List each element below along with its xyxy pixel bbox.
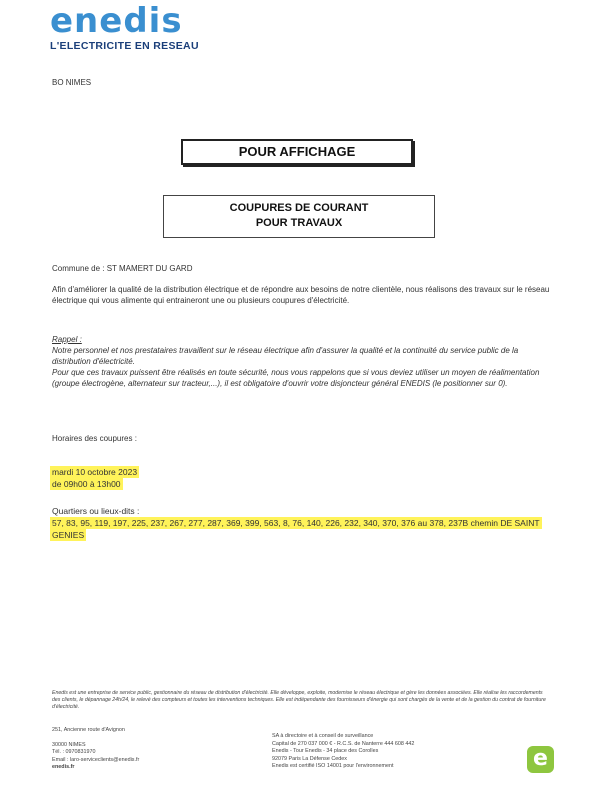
address-street: 251, Ancienne route d'Avignon [52,727,125,733]
company-line-1: SA à directoire et à conseil de surveillance [272,733,374,739]
horaires-heading: Horaires des coupures : [52,434,137,443]
rappel-paragraph-1: Notre personnel et nos prestataires travaillent sur le réseau électrique afin d'assurer la qualité et la continuité du service public de la distribution d'électricité. [52,346,519,366]
office-name: BO NIMES [52,78,92,87]
company-line-5: Enedis est certifié ISO 14001 pour l'environnement [272,763,394,770]
enedis-mini-logo-icon [527,746,554,773]
enedis-logo [50,2,199,52]
notice-subtitle-box [163,195,435,238]
rappel-paragraph-2: Pour que ces travaux puissent être réalisés en toute sécurité, nous vous rappelons que si vous deviez utiliser un moyen de réalimentation (groupe électrogène, alternateur sur tracteur,...), il est obligatoire d'ouvrir votre disjoncteur général ENEDIS (le positionner sur 0). [52,368,540,388]
notice-title: POUR AFFICHAGE [181,139,413,165]
outage-time: de 09h00 à 13h00 [52,479,121,489]
outage-date: mardi 10 octobre 2023 [52,467,138,477]
logo-tagline: L'ELECTRICITE EN RESEAU [50,40,199,52]
legal-notice: Enedis est une entreprise de service public, gestionnaire du réseau de distribution d'électricité. Elle développe, exploite, modernise le réseau électrique et gère les données associées. Elle réalise les raccordements des clients, le dépannage 24h/24, le relevé des compteurs et toutes les interventions techniques. Elle est indépendante des fournisseurs d'énergie qui sont chargés de la vente et de la gestion du contrat de fourniture d'électricité. [52,690,546,711]
quartiers-values: 57, 83, 95, 119, 197, 225, 237, 267, 277, 287, 369, 399, 563, 8, 76, 140, 226, 232, 340, 370, 376 au 378, 237B chemin DE SAINT GENIES [52,518,540,540]
address-city: 30000 NIMES [52,741,86,748]
mini-logo-glyph: e [533,746,548,771]
website-link[interactable]: enedis.fr [52,764,75,771]
logo-wordmark: enedis [50,1,183,41]
company-line-3: Enedis - Tour Enedis - 34 place des Corolles [272,748,379,755]
company-line-2: Capital de 270 037 000 € - R.C.S. de Nanterre 444 608 442 [272,740,415,747]
commune-label: Commune de : ST MAMERT DU GARD [52,264,193,273]
rappel-body [52,345,552,389]
notice-subtitle-line1: COUPURES DE COURANT [229,202,369,214]
contact-email: Email : laro-serviceclients@enedis.fr [52,756,140,763]
intro-paragraph: Afin d'améliorer la qualité de la distribution électrique et de répondre aux besoins de notre clientèle, nous réalisons des travaux sur le réseau électrique qui vous alimente qui entraineront une ou plusieurs coupures d'électricité. [52,285,550,305]
contact-address [52,727,139,772]
company-line-4: 92079 Paris La Défense Cedex [272,755,347,762]
notice-subtitle-line2: POUR TRAVAUX [255,217,343,229]
company-info [272,733,414,771]
outage-schedule [50,466,139,490]
quartiers-heading: Quartiers ou lieux-dits : [52,506,140,516]
rappel-heading: Rappel : [52,335,82,344]
quartiers-list [50,517,550,541]
contact-phone: Tél. : 0970831970 [52,749,96,756]
